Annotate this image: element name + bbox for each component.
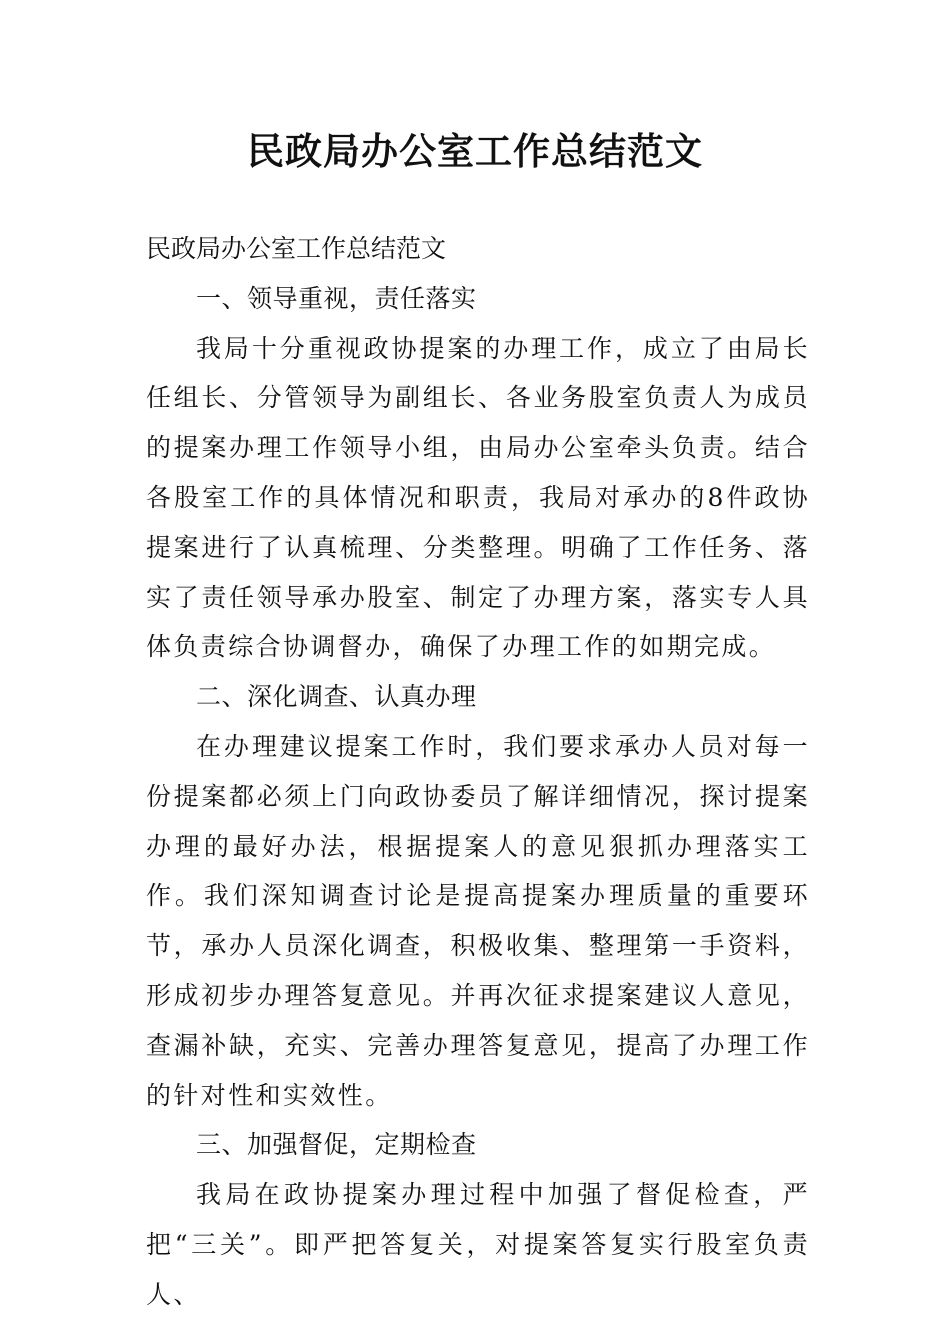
section-heading-1: 一、领导重视，责任落实	[196, 283, 477, 313]
section-paragraph-3: 我局在政协提案办理过程中加强了督促检查，严把“三关”。即严把答复关，对提案答复实行股室负责人、	[146, 1180, 810, 1309]
document-body	[146, 224, 810, 1320]
section-heading-2: 二、深化调查、认真办理	[196, 682, 477, 712]
document-title: 民政局办公室工作总结范文	[247, 130, 703, 173]
section-heading-3: 三、加强督促，定期检查	[196, 1130, 477, 1160]
section-paragraph-1: 我局十分重视政协提案的办理工作，成立了由局长任组长、分管领导为副组长、各业务股室负责人为成员的提案办理工作领导小组，由局办公室牵头负责。结合各股室工作的具体情况和职责，我局对承办的8件政协提案进行了认真梳理、分类整理。明确了工作任务、落实了责任领导承办股室、制定了办理方案，落实专人具体负责综合协调督办，确保了办理工作的如期完成。	[146, 333, 810, 662]
section-paragraph-2: 在办理建议提案工作时，我们要求承办人员对每一份提案都必须上门向政协委员了解详细情况，探讨提案办理的最好办法，根据提案人的意见狠抓办理落实工作。我们深知调查讨论是提高提案办理质量的重要环节，承办人员深化调查，积极收集、整理第一手资料，形成初步办理答复意见。并再次征求提案建议人意见，查漏补缺，充实、完善办理答复意见，提高了办理工作的针对性和实效性。	[146, 731, 810, 1110]
document-lead-line: 民政局办公室工作总结范文	[146, 234, 447, 263]
